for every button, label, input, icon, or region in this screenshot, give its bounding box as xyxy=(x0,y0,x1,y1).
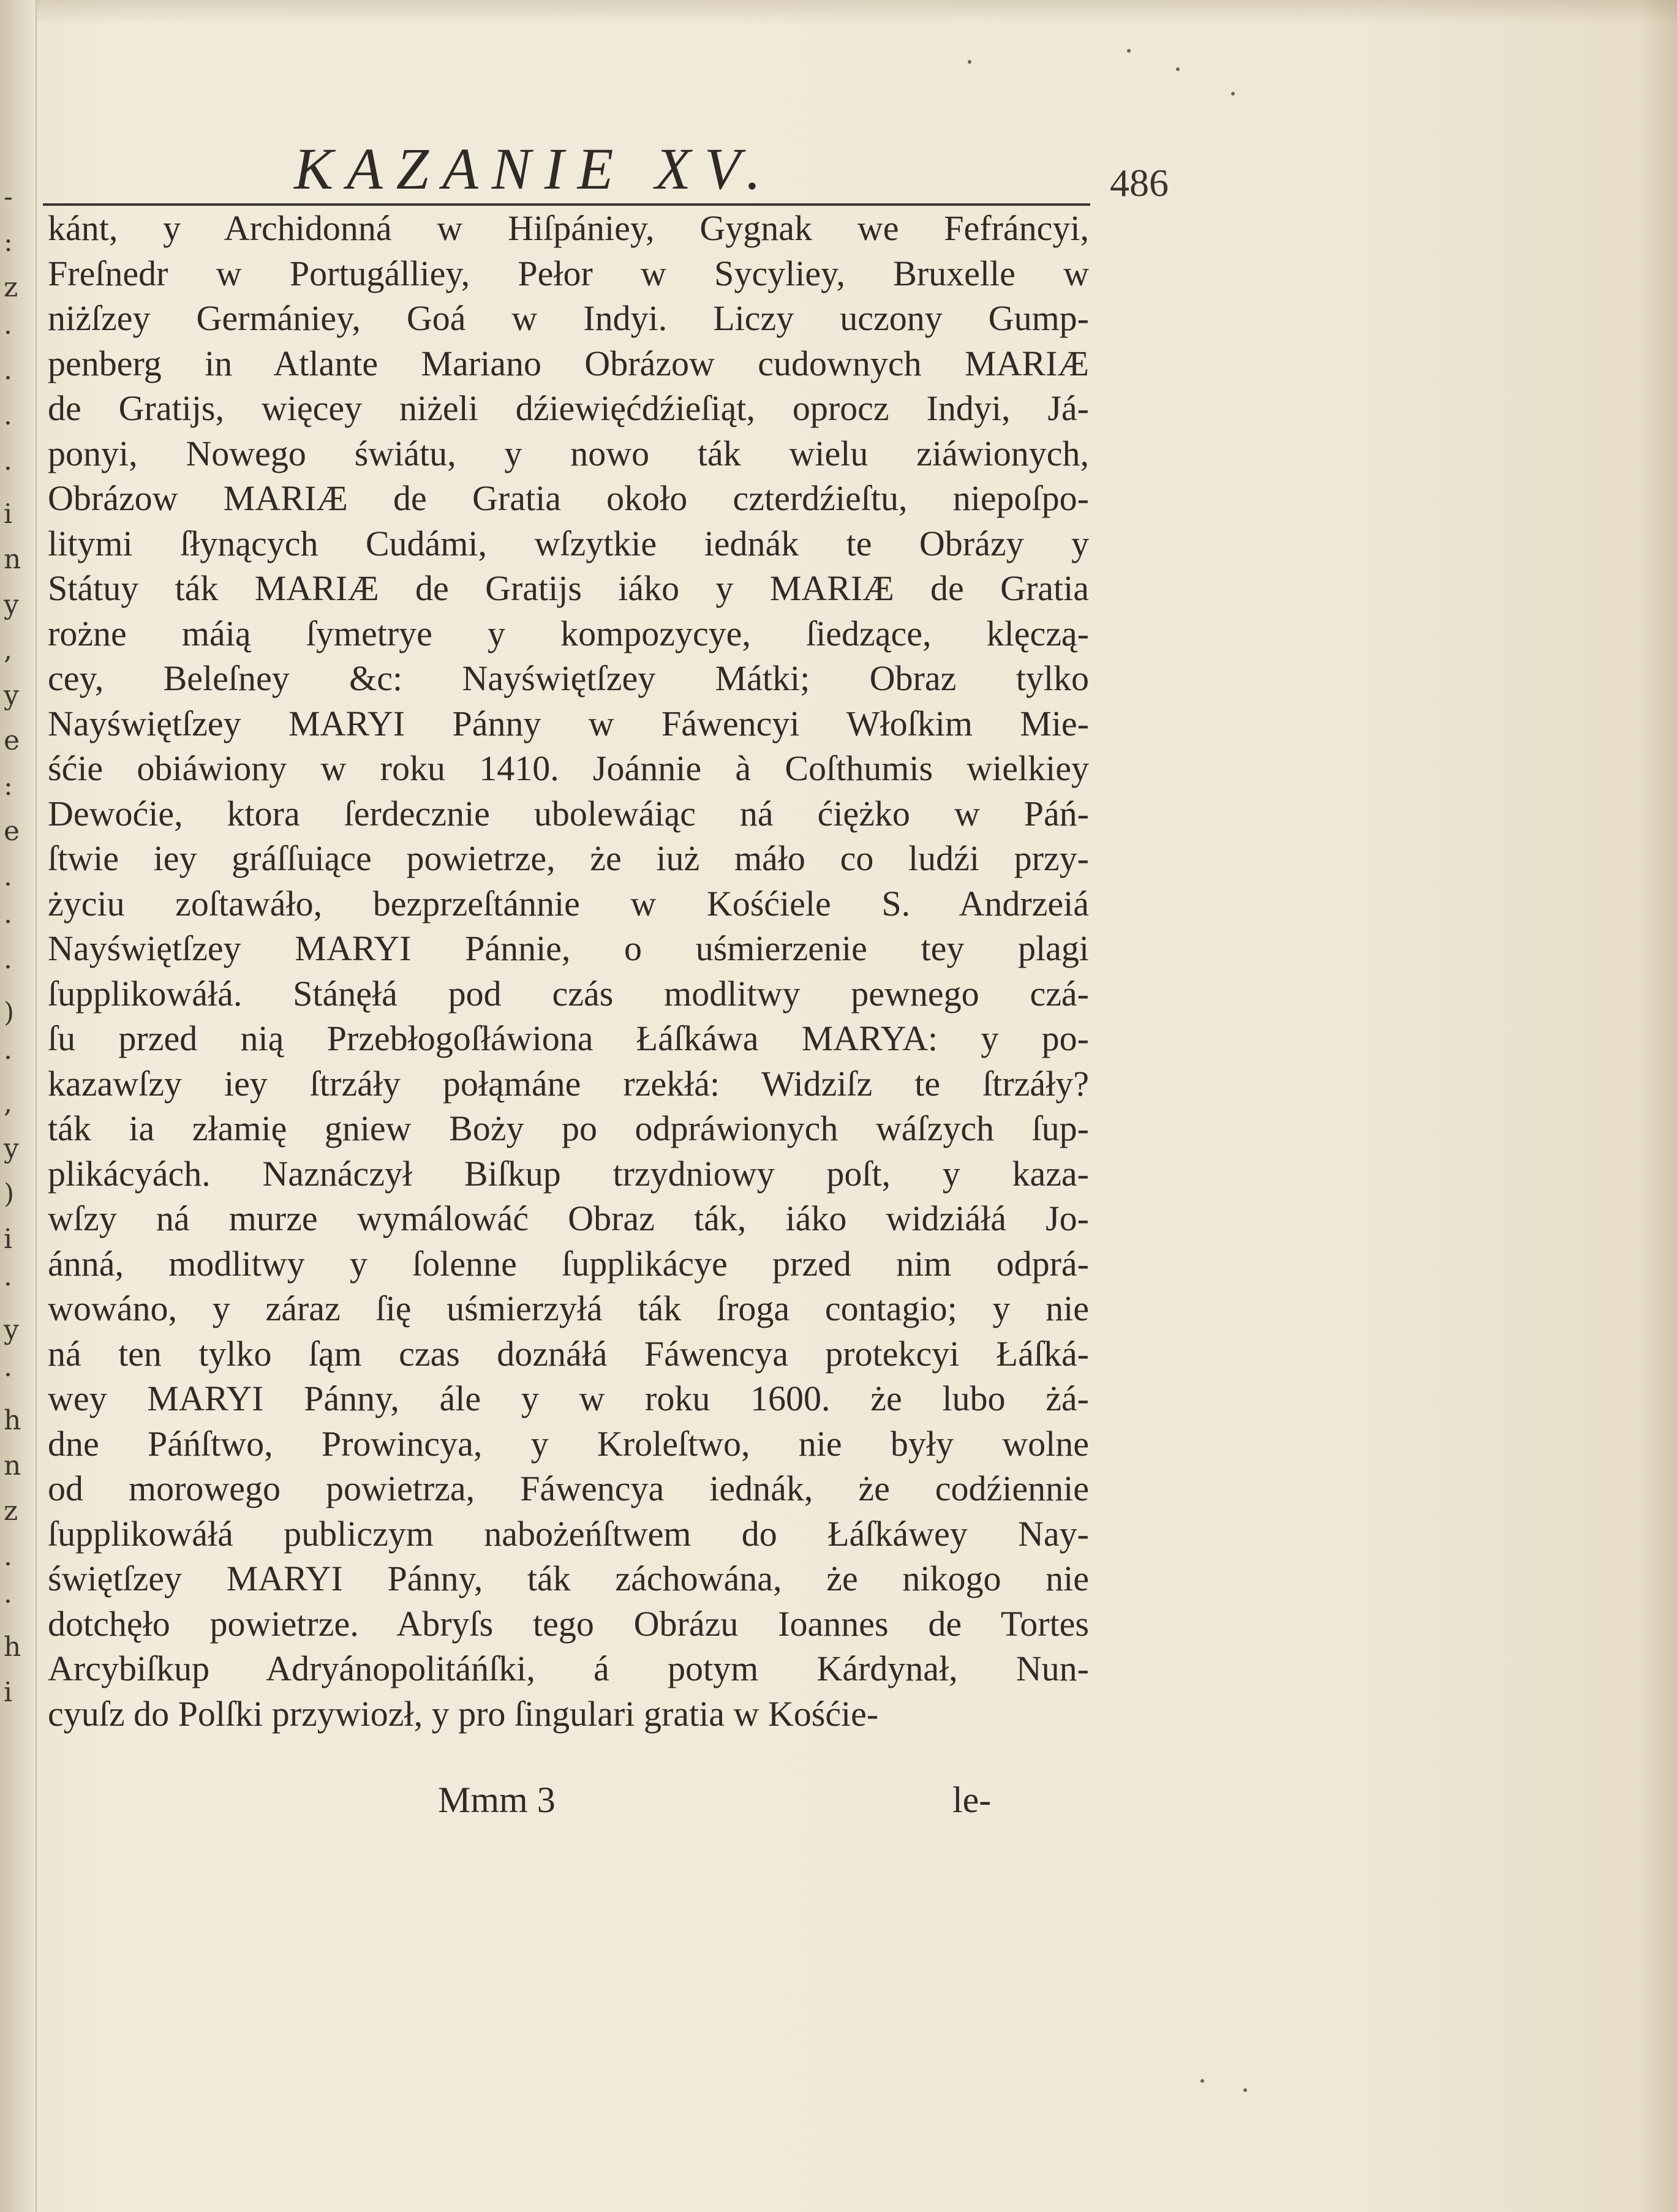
gutter-mark: · xyxy=(4,408,12,439)
text-line: wey MARYI Pánny, ále y w roku 1600. że lubo żá- xyxy=(48,1379,1089,1418)
paper-speck xyxy=(1243,2088,1247,2092)
text-line: kánt, y Archidonná w Hiſpániey, Gygnak we Fefráncyi, xyxy=(48,208,1089,248)
gutter-mark: e xyxy=(4,725,20,756)
text-line: Státuy ták MARIÆ de Gratijs iáko y MARIÆ de Gratia xyxy=(48,568,1089,608)
paper-speck xyxy=(1200,2079,1204,2083)
text-line: ſu przed nią Przebłogoſłáwiona Łáſkáwa MARYA: y po- xyxy=(48,1018,1089,1058)
gutter-mark: · xyxy=(4,1269,12,1300)
text-line: życiu zoſtawáło, bezprzeſtánnie w Kośćiele S. Andrzeiá xyxy=(48,883,1089,924)
gutter-mark: n xyxy=(4,1450,21,1481)
gutter-mark: · xyxy=(4,363,12,394)
right-edge-shadow xyxy=(1640,0,1677,2212)
signature-mark: Mmm 3 xyxy=(438,1780,556,1820)
text-line: kazawſzy iey ſtrzáły połąmáne rzekłá: Widziſz te ſtrzáły? xyxy=(48,1063,1089,1104)
text-line: cey, Beleſney &c: Nayświętſzey Mátki; Obraz tylko xyxy=(48,658,1089,698)
text-line: cyuſz do Polſki przywiozł, y pro ſingulari gratia w Kośćie- xyxy=(48,1693,879,1734)
text-line: ſupplikowáłá. Stánęłá pod czás modlitwy pewnego czá- xyxy=(48,973,1089,1014)
paper-speck xyxy=(968,60,971,64)
gutter-mark: n xyxy=(4,544,21,575)
gutter-mark: · xyxy=(4,1360,12,1391)
gutter-mark: · xyxy=(4,1042,12,1074)
gutter-mark: . xyxy=(4,861,12,892)
gutter-mark: · xyxy=(4,453,12,484)
text-line: ná ten tylko ſąm czas doznáłá Fáwencya protekcyi Łáſká- xyxy=(48,1333,1089,1374)
gutter-mark: · xyxy=(4,1586,12,1617)
text-line: penberg in Atlante Mariano Obrázow cudownych MARIÆ xyxy=(48,343,1089,383)
gutter-mark: : xyxy=(4,770,13,802)
text-line: wowáno, y záraz ſię uśmierzyłá ták ſroga contagio; y nie xyxy=(48,1288,1089,1328)
gutter-mark: e xyxy=(4,816,20,847)
gutter-mark: h xyxy=(4,1631,21,1663)
text-line: litymi ſłynących Cudámi, wſzytkie iednák te Obrázy y xyxy=(48,523,1089,563)
running-title: KAZANIE XV. xyxy=(294,136,775,201)
text-line: od morowego powietrza, Fáwencya iednák, że codźiennie xyxy=(48,1469,1089,1508)
gutter-mark: · xyxy=(4,906,12,938)
gutter-mark: : xyxy=(4,227,13,258)
page-footer xyxy=(0,1779,1090,1828)
gutter-mark: y xyxy=(4,589,19,620)
gutter-mark: i xyxy=(4,1677,13,1708)
text-line: Nayświętſzey MARYI Pánny w Fáwencyi Włoſkim Mie- xyxy=(48,703,1089,743)
gutter-mark: i xyxy=(4,1224,13,1255)
gutter-mark: - xyxy=(4,181,13,213)
binding-gutter xyxy=(0,0,37,2212)
top-edge-shadow xyxy=(0,0,1677,24)
text-line: świętſzey MARYI Pánny, ták záchowána, że nikogo nie xyxy=(48,1559,1089,1598)
gutter-mark: · xyxy=(4,317,12,348)
text-line: ták ia złamię gniew Boży po odpráwionych wáſzych ſup- xyxy=(48,1108,1089,1148)
text-line: ſtwie iey gráſſuiące powietrze, że iuż máło co ludźi przy- xyxy=(48,838,1089,878)
gutter-mark: y xyxy=(4,680,19,711)
gutter-mark: · xyxy=(4,952,12,983)
gutter-mark: z xyxy=(4,272,18,303)
body-text xyxy=(48,206,1089,1736)
paper-speck xyxy=(1176,67,1180,71)
gutter-mark: ) xyxy=(4,997,15,1028)
text-line: Dewoćie, ktora ſerdecznie ubolewáiąc ná ćiężko w Páń- xyxy=(48,793,1089,833)
gutter-mark: , xyxy=(4,1088,12,1119)
gutter-mark: . xyxy=(4,1541,12,1572)
catchword: le- xyxy=(952,1780,992,1820)
page-number: 486 xyxy=(1110,161,1169,205)
text-line: ánná, modlitwy y ſolenne ſupplikácye przed nim odprá- xyxy=(48,1243,1089,1284)
text-line: Freſnedr w Portugálliey, Pełor w Sycyliey, Bruxelle w xyxy=(48,253,1089,293)
gutter-mark: ) xyxy=(4,1178,15,1209)
gutter-mark: z xyxy=(4,1495,18,1527)
gutter-mark: i xyxy=(4,498,13,530)
text-line: niżſzey Germániey, Goá w Indyi. Liczy uczony Gump- xyxy=(48,298,1089,338)
gutter-mark: h xyxy=(4,1405,21,1436)
text-line: dotchęło powietrze. Abryſs tego Obrázu Ioannes de Tortes xyxy=(48,1603,1089,1644)
paper-speck xyxy=(1231,92,1235,96)
text-line: śćie obiáwiony w roku 1410. Joánnie à Coſthumis wielkiey xyxy=(48,748,1089,788)
page-header xyxy=(294,135,1078,202)
text-line: ponyi, Nowego świátu, y nowo ták wielu ziáwionych, xyxy=(48,433,1089,473)
text-line: plikácyách. Naznáczył Biſkup trzydniowy poſt, y kaza- xyxy=(48,1153,1089,1194)
gutter-mark: y xyxy=(4,1133,19,1164)
text-line: Obrázow MARIÆ de Gratia około czterdźieſtu, niepoſpo- xyxy=(48,478,1089,518)
gutter-mark: , xyxy=(4,634,12,666)
text-line: Arcybiſkup Adryánopolitáńſki, á potym Kárdynał, Nun- xyxy=(48,1649,1089,1688)
gutter-mark: y xyxy=(4,1314,19,1345)
paper-speck xyxy=(1127,49,1131,53)
text-line: Nayświętſzey MARYI Pánnie, o uśmierzenie tey plagi xyxy=(48,928,1089,968)
text-line: dne Páńſtwo, Prowincya, y Kroleſtwo, nie były wolne xyxy=(48,1423,1089,1464)
text-line: rożne máią ſymetrye y kompozycye, ſiedzące, klęczą- xyxy=(48,613,1089,653)
text-line: de Gratijs, więcey niżeli dźiewięćdźieſiąt, oprocz Indyi, Já- xyxy=(48,388,1089,428)
text-line: ſupplikowáłá publiczym nabożeńſtwem do Łáſkáwey Nay- xyxy=(48,1513,1089,1554)
text-line: wſzy ná murze wymálowáć Obraz ták, iáko widziáłá Jo- xyxy=(48,1198,1089,1238)
